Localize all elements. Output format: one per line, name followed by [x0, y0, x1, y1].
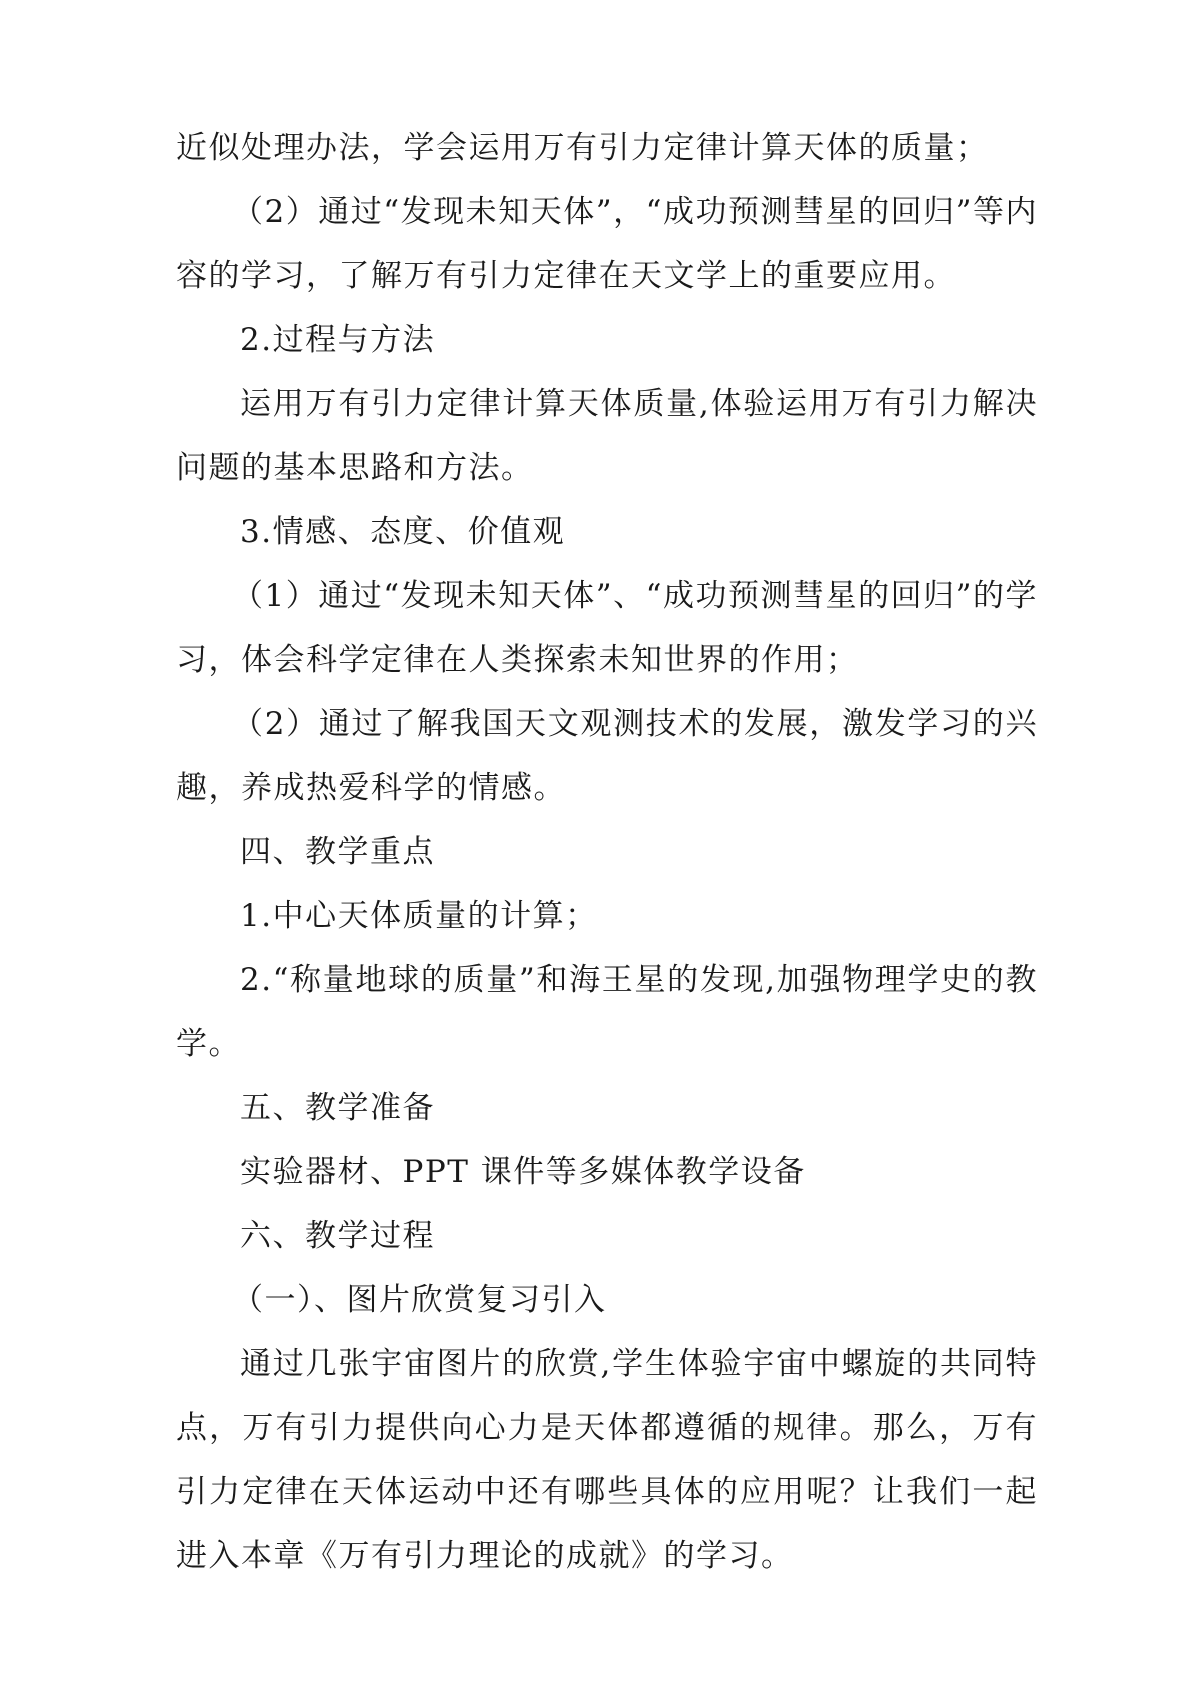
document-body — [176, 116, 1038, 1588]
paragraph-emotion-2: （2）通过了解我国天文观测技术的发展，激发学习的兴趣，养成热爱科学的情感。 — [176, 706, 1038, 806]
paragraph-focus-1: 1.中心天体质量的计算； — [240, 898, 598, 934]
heading-process-and-method: 2.过程与方法 — [240, 322, 436, 358]
paragraph-image-review: 通过几张宇宙图片的欣赏,学生体验宇宙中螺旋的共同特点，万有引力提供向心力是天体都遵循的规律。那么，万有引力定律在天体运动中还有哪些具体的应用呢？让我们一起进入本章《万有引力理论的成就》的学习。 — [176, 1346, 1038, 1574]
paragraph-process-and-method: 运用万有引力定律计算天体质量,体验运用万有引力解决问题的基本思路和方法。 — [176, 386, 1038, 486]
paragraph-focus-2: 2.“称量地球的质量”和海王星的发现,加强物理学史的教学。 — [176, 962, 1038, 1062]
heading-teaching-process: 六、教学过程 — [240, 1218, 435, 1254]
paragraph-continued-objective: 近似处理办法，学会运用万有引力定律计算天体的质量； — [176, 130, 989, 166]
heading-teaching-focus: 四、教学重点 — [240, 834, 435, 870]
paragraph-objective-2: （2）通过“发现未知天体”，“成功预测彗星的回归”等内容的学习，了解万有引力定律在天文学上的重要应用。 — [176, 194, 1038, 294]
paragraph-emotion-1: （1）通过“发现未知天体”、“成功预测彗星的回归”的学习，体会科学定律在人类探索未知世界的作用； — [176, 578, 1038, 678]
heading-image-review-intro: （一）、图片欣赏复习引入 — [232, 1282, 607, 1318]
heading-teaching-preparation: 五、教学准备 — [240, 1090, 435, 1126]
heading-emotion-attitude-values: 3.情感、态度、价值观 — [240, 514, 566, 550]
paragraph-preparation: 实验器材、PPT 课件等多媒体教学设备 — [240, 1154, 806, 1190]
